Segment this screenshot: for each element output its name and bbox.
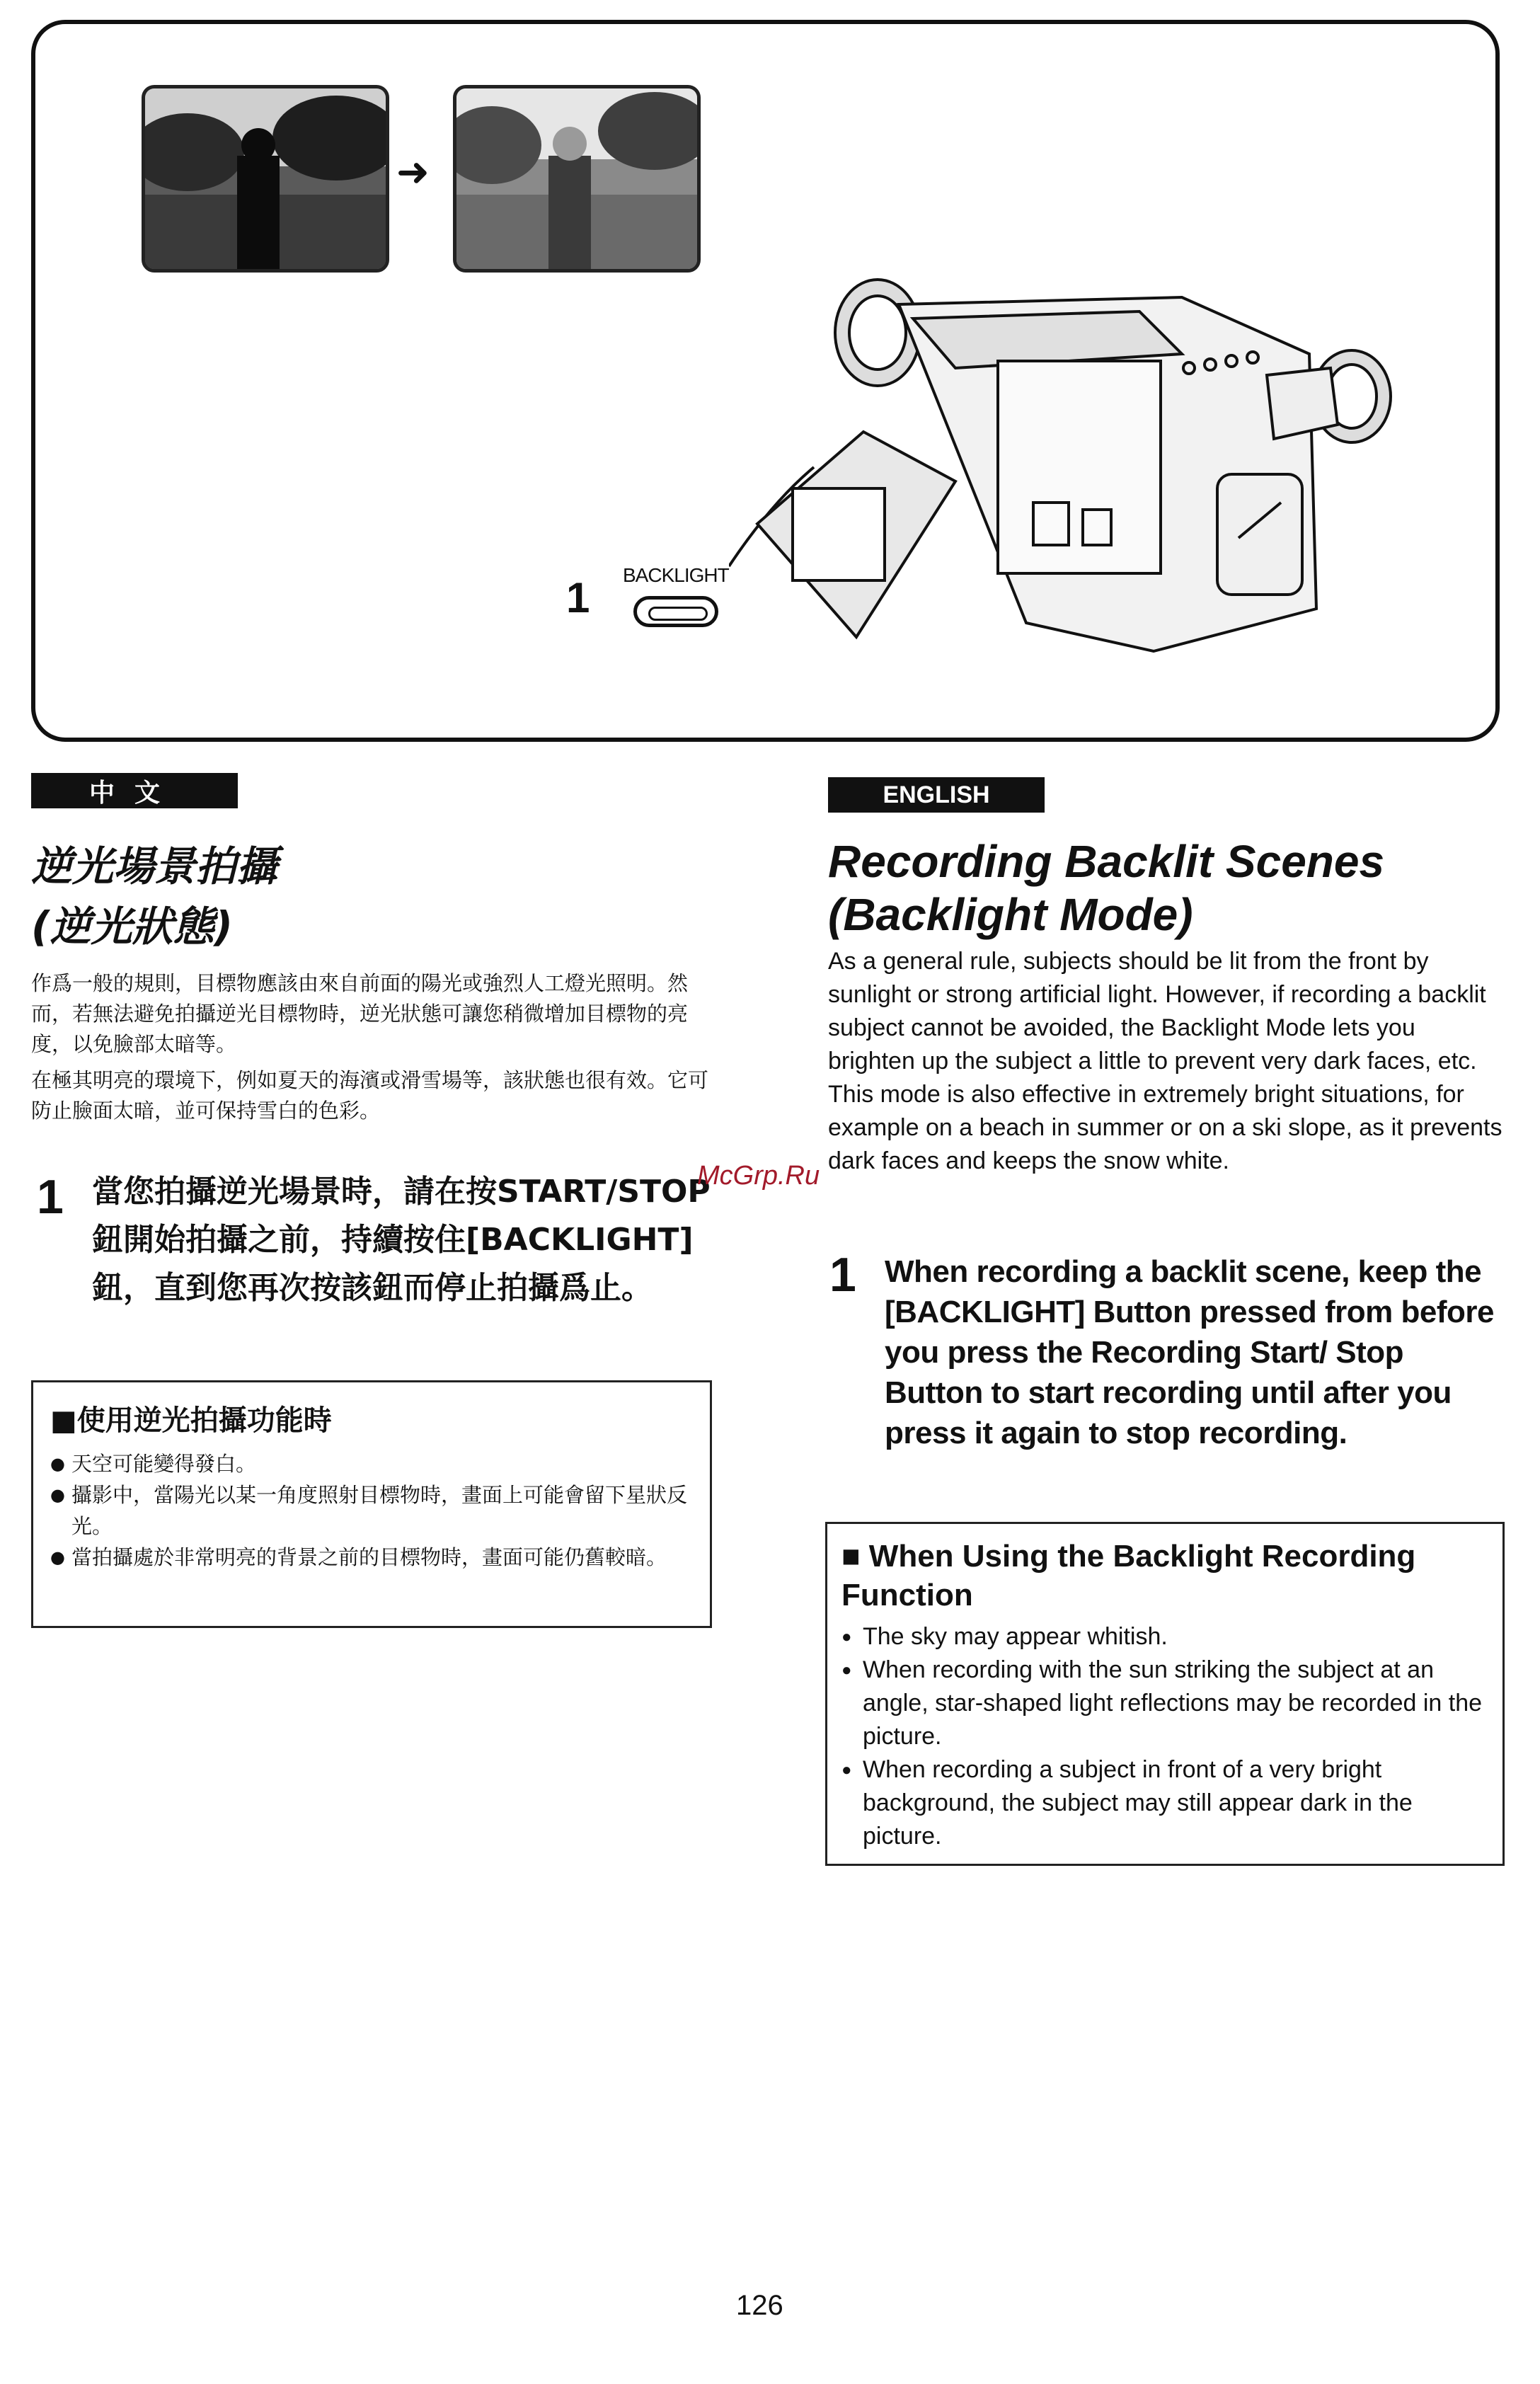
english-note-item: ● The sky may appear whitish.	[841, 1620, 1488, 1654]
chinese-title-line1: 逆光場景拍攝	[31, 842, 278, 890]
arrow-right-icon: ➜	[396, 149, 430, 194]
chinese-step-text: 當您拍攝逆光場景時，請在按START/STOP鈕開始拍攝之前，持續按住[BACKLIGHT]鈕，直到您再次按該鈕而停止拍攝爲止。	[92, 1174, 711, 1306]
chinese-intro-2: 在極其明亮的環境下，例如夏天的海濱或滑雪場等，該狀態也很有效。它可防止臉面太暗，並可保持雪白的色彩。	[31, 1068, 709, 1123]
chinese-note-item: ● 天空可能變得發白。	[50, 1448, 693, 1479]
english-step-text: When recording a backlit scene, keep the [BACKLIGHT] Button pressed from before you press the Recording Start/ Stop Button to start recording until after you press it again to stop recording.	[885, 1254, 1494, 1450]
backlight-button-label: BACKLIGHT	[623, 564, 729, 586]
camcorder-illustration	[729, 269, 1423, 694]
english-section-label: ENGLISH	[828, 777, 1045, 813]
english-note-box	[825, 1522, 1505, 1866]
chinese-note-title: ■使用逆光拍攝功能時	[50, 1404, 332, 1437]
page-number: 126	[736, 2290, 783, 2321]
chinese-section-label: 中文	[31, 773, 238, 808]
english-note-title: ■ When Using the Backlight Recording Function	[841, 1539, 1416, 1612]
backlight-button-icon	[633, 596, 718, 627]
chinese-step-number: 1	[37, 1170, 64, 1224]
english-note-item: ● When recording a subject in front of a very bright background, the subject may still appear dark in the picture.	[841, 1753, 1488, 1853]
watermark: McGrp.Ru	[697, 1161, 820, 1191]
photo-after-backlight	[453, 85, 701, 273]
english-title-line1: Recording Backlit Scenes	[828, 836, 1385, 887]
figure-step-number: 1	[566, 574, 590, 621]
chinese-title-line2: (逆光狀態)	[31, 902, 234, 951]
english-step-number: 1	[829, 1248, 856, 1302]
chinese-note-item: ● 當拍攝處於非常明亮的背景之前的目標物時，畫面可能仍舊較暗。	[50, 1542, 693, 1573]
chinese-intro-1: 作爲一般的規則，目標物應該由來自前面的陽光或強烈人工燈光照明。然而，若無法避免拍攝逆光目標物時，逆光狀態可讓您稍微增加目標物的亮度，以免臉部太暗等。	[31, 971, 689, 1056]
english-body: As a general rule, subjects should be lit from the front by sunlight or strong artificial light. However, if recording a backlit subject cannot be avoided, the Backlight Mode lets you brighten up the subject a little to prevent very dark faces, etc. This mode is also effective in extremely bright situations, for example on a beach in summer or on a ski slope, as it prevents dark faces and keeps the snow white.	[828, 948, 1502, 1174]
chinese-note-item: ● 攝影中，當陽光以某一角度照射目標物時，畫面上可能會留下星狀反光。	[50, 1479, 693, 1542]
english-note-item: ● When recording with the sun striking the subject at an angle, star-shaped light reflections may be recorded in the picture.	[841, 1654, 1488, 1753]
photo-before-backlight	[142, 85, 389, 273]
chinese-note-box	[31, 1380, 712, 1628]
english-title-line2: (Backlight Mode)	[828, 889, 1193, 940]
